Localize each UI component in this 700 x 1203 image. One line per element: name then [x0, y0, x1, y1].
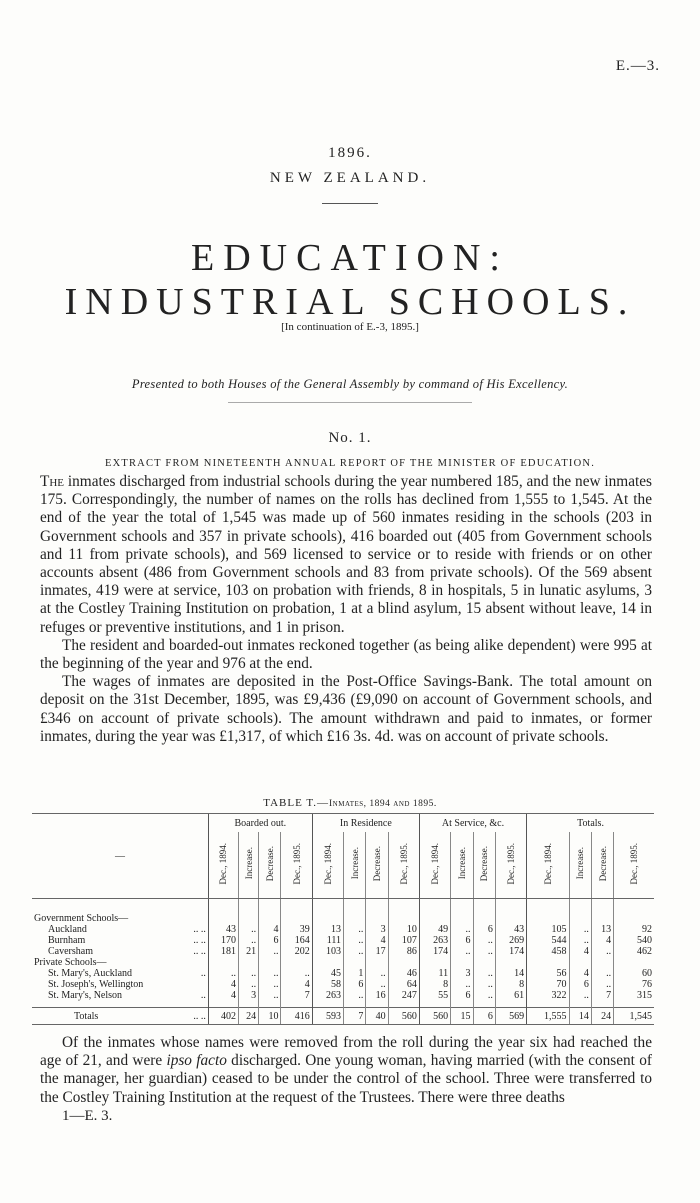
- table-cell: ..: [366, 979, 388, 990]
- report-body: [40, 473, 652, 746]
- table-column-header: [495, 832, 526, 899]
- column-header-label: Dec., 1895.: [398, 842, 409, 885]
- table-cell: 315: [614, 990, 654, 1001]
- table-cell: 17: [366, 946, 388, 957]
- main-title-line2: INDUSTRIAL SCHOOLS.: [64, 281, 636, 323]
- table-cell: 8: [419, 979, 450, 990]
- table-cell: ..: [259, 990, 281, 1001]
- table-cell: ..: [344, 946, 366, 957]
- table-column-header: [259, 832, 281, 899]
- table-cell: 1,555: [527, 1008, 569, 1025]
- spacer-cell: [614, 899, 654, 914]
- table-cell: 6: [259, 935, 281, 946]
- table-cell: [388, 913, 419, 924]
- table-cell: ..: [473, 990, 495, 1001]
- row-label: [32, 968, 208, 979]
- table-cell: 1,545: [614, 1008, 654, 1025]
- table-column-header: [473, 832, 495, 899]
- table-cell: [569, 957, 591, 968]
- table-cell: [281, 913, 312, 924]
- inmates-table: [32, 813, 654, 1025]
- table-cell: ..: [344, 935, 366, 946]
- spacer-cell: [419, 899, 450, 914]
- report-year: 1896.: [328, 145, 372, 161]
- spacer-cell: [281, 899, 312, 914]
- leader-dots: .. ..: [193, 946, 206, 957]
- table-cell: [451, 913, 473, 924]
- table-cell: [527, 957, 569, 968]
- row-label-text: St. Joseph's, Wellington: [48, 979, 144, 990]
- table-cell: [569, 913, 591, 924]
- column-header-label: Dec., 1895.: [629, 842, 640, 885]
- table-cell: 4: [366, 935, 388, 946]
- table-cell: [591, 913, 613, 924]
- table-cell: 6: [451, 990, 473, 1001]
- spacer-cell: [591, 899, 613, 914]
- table-cell: 263: [312, 990, 343, 1001]
- table-cell: 46: [388, 968, 419, 979]
- table-column-header: [614, 832, 654, 899]
- table-cell: 462: [614, 946, 654, 957]
- leader-dots: .. ..: [193, 924, 206, 935]
- column-header-label: Decrease.: [597, 845, 608, 882]
- spacer-cell: [344, 899, 366, 914]
- table-cell: ..: [239, 979, 259, 990]
- table-cell: [208, 913, 238, 924]
- country-name: NEW ZEALAND.: [269, 170, 431, 186]
- column-header-label: Decrease.: [372, 845, 382, 882]
- table-cell: [591, 957, 613, 968]
- column-header-label: Increase.: [243, 847, 254, 880]
- spacer-cell: [569, 899, 591, 914]
- table-cell: ..: [281, 968, 312, 979]
- table-cell: 111: [312, 935, 343, 946]
- table-cell: 49: [419, 924, 450, 935]
- row-label: [32, 1008, 208, 1025]
- table-cell: [208, 957, 238, 968]
- table-cell: 76: [614, 979, 654, 990]
- table-cell: ..: [239, 924, 259, 935]
- table-cell: ..: [473, 968, 495, 979]
- table-cell: 3: [239, 990, 259, 1001]
- table-cell: [239, 913, 259, 924]
- table-title: [0, 797, 700, 809]
- table-cell: 21: [239, 946, 259, 957]
- table-cell: 544: [527, 935, 569, 946]
- table-cell: 15: [451, 1008, 473, 1025]
- table-cell: 107: [388, 935, 419, 946]
- table-title-text: Inmates, 1894 and 1895.: [329, 799, 437, 809]
- table-cell: 202: [281, 946, 312, 957]
- table-cell: 105: [527, 924, 569, 935]
- table-cell: ..: [259, 979, 281, 990]
- column-header-label: Increase.: [349, 847, 360, 880]
- table-cell: [614, 957, 654, 968]
- table-section-heading: [32, 913, 654, 924]
- table-cell: ..: [208, 968, 238, 979]
- table-column-header: [312, 832, 343, 899]
- column-header-label: Increase.: [456, 847, 467, 880]
- spacer-cell: [208, 899, 238, 914]
- spacer-cell: [473, 899, 495, 914]
- table-cell: 4: [208, 979, 238, 990]
- spacer-cell: [451, 899, 473, 914]
- title-divider: [322, 203, 378, 204]
- table-spacer: [32, 899, 654, 914]
- table-cell: 174: [495, 946, 526, 957]
- leader-dots: .. ..: [193, 935, 206, 946]
- table-cell: [259, 957, 281, 968]
- table-section-heading: [32, 957, 654, 968]
- table-cell: ..: [473, 979, 495, 990]
- table-column-header: [388, 832, 419, 899]
- table-column-header: [451, 832, 473, 899]
- table-cell: [495, 913, 526, 924]
- table-cell: [259, 913, 281, 924]
- table-column-header: [527, 832, 569, 899]
- table-cell: 43: [495, 924, 526, 935]
- table-cell: 45: [312, 968, 343, 979]
- spacer-cell: [259, 899, 281, 914]
- table-cell: 164: [281, 935, 312, 946]
- table-cell: 269: [495, 935, 526, 946]
- table-cell: 593: [312, 1008, 343, 1025]
- table-cell: 7: [591, 990, 613, 1001]
- table-cell: 4: [569, 946, 591, 957]
- table-row: [32, 935, 654, 946]
- leader-dots: ..: [200, 968, 206, 979]
- paragraph-1: [40, 473, 652, 637]
- table-cell: ..: [366, 968, 388, 979]
- table-cell: 39: [281, 924, 312, 935]
- table-cell: [239, 957, 259, 968]
- table-group-header: Boarded out.: [208, 814, 312, 833]
- table-cell: [451, 957, 473, 968]
- table-totals-row: [32, 1008, 654, 1025]
- table-cell: 416: [281, 1008, 312, 1025]
- table-cell: [473, 913, 495, 924]
- table-column-header: [239, 832, 259, 899]
- table-cell: 3: [451, 968, 473, 979]
- table-cell: 4: [281, 979, 312, 990]
- table-cell: ..: [591, 946, 613, 957]
- column-header-label: Decrease.: [479, 845, 490, 882]
- table-cell: ..: [344, 990, 366, 1001]
- table-cell: 103: [312, 946, 343, 957]
- paragraph-lead: The: [40, 473, 65, 490]
- row-label-text: Burnham: [48, 935, 86, 946]
- table-cell: ..: [239, 968, 259, 979]
- table-column-header: [366, 832, 388, 899]
- table-cell: ..: [259, 968, 281, 979]
- table-cell: 24: [591, 1008, 613, 1025]
- spacer-cell: [495, 899, 526, 914]
- table-cell: 181: [208, 946, 238, 957]
- table-cell: [312, 913, 343, 924]
- row-label: Government Schools—: [34, 913, 129, 924]
- table-cell: [344, 957, 366, 968]
- table-cell: [388, 957, 419, 968]
- table-cell: [312, 957, 343, 968]
- table-cell: 10: [388, 924, 419, 935]
- row-label: [32, 935, 208, 946]
- table-cell: [527, 913, 569, 924]
- table-cell: 6: [344, 979, 366, 990]
- table-cell: [366, 913, 388, 924]
- table-cell: 56: [527, 968, 569, 979]
- section-heading: EXTRACT FROM NINETEENTH ANNUAL REPORT OF THE MINISTER OF EDUCATION.: [104, 458, 596, 469]
- table-cell: 61: [495, 990, 526, 1001]
- row-label-text: St. Mary's, Auckland: [48, 968, 133, 979]
- row-label-text: Auckland: [48, 924, 87, 935]
- table-cell: 1: [344, 968, 366, 979]
- table-cell: 4: [591, 935, 613, 946]
- table-cell: ..: [451, 946, 473, 957]
- spacer-cell: [239, 899, 259, 914]
- row-label: Private Schools—: [34, 957, 107, 968]
- table-cell: 14: [495, 968, 526, 979]
- presented-line: Presented to both Houses of the General Assembly by command of His Excellency.: [131, 377, 569, 391]
- row-label-text: Totals: [74, 1010, 99, 1022]
- table-cell: [473, 957, 495, 968]
- spacer-cell: [366, 899, 388, 914]
- table-column-header: [208, 832, 238, 899]
- table-cell: 10: [259, 1008, 281, 1025]
- table-cell: ..: [591, 968, 613, 979]
- table-cell: [419, 913, 450, 924]
- table-row: [32, 979, 654, 990]
- table-cell: 174: [419, 946, 450, 957]
- table-cell: ..: [259, 946, 281, 957]
- spacer-cell: [388, 899, 419, 914]
- table-cell: ..: [473, 935, 495, 946]
- row-label: [32, 924, 208, 935]
- table-column-header: [281, 832, 312, 899]
- table-cell: 560: [419, 1008, 450, 1025]
- table-cell: [495, 957, 526, 968]
- table-cell: 60: [614, 968, 654, 979]
- spacer-cell: [312, 899, 343, 914]
- table-cell: 4: [259, 924, 281, 935]
- table-cell: 560: [388, 1008, 419, 1025]
- column-header-label: Dec., 1894.: [218, 842, 229, 885]
- table-cell: 16: [366, 990, 388, 1001]
- table-cell: 13: [591, 924, 613, 935]
- row-label: [32, 946, 208, 957]
- table-cell: ..: [591, 979, 613, 990]
- table-cell: 92: [614, 924, 654, 935]
- table-stub-header: —: [32, 814, 208, 899]
- leader-dots: ..: [200, 990, 206, 1001]
- row-label: [32, 979, 208, 990]
- italic-phrase: ipso facto: [166, 1052, 227, 1070]
- column-header-label: Dec., 1894.: [322, 842, 333, 885]
- table-group-header-row: [32, 814, 654, 833]
- table-cell: 64: [388, 979, 419, 990]
- table-cell: 6: [473, 1008, 495, 1025]
- table-cell: 43: [208, 924, 238, 935]
- table-cell: 11: [419, 968, 450, 979]
- table-cell: 6: [451, 935, 473, 946]
- table-column-header: [591, 832, 613, 899]
- table-column-header: [569, 832, 591, 899]
- footer-signature: 1—E. 3.: [62, 1108, 113, 1124]
- closing-paragraph: [40, 1034, 652, 1107]
- row-label-text: Caversham: [48, 946, 93, 957]
- spacer-cell: [32, 899, 208, 914]
- table-cell: 13: [312, 924, 343, 935]
- table-cell: 263: [419, 935, 450, 946]
- table-group-header: Totals.: [527, 814, 654, 833]
- column-header-label: Dec., 1894.: [542, 842, 553, 885]
- tail-text: Of the inmates whose names were removed from the roll during the year six had reached the age of 21, and were ipso facto discharged. One young woman, having married (with the consent of the manager, her guardian) ceased to be under the control of the school. Three were transferred to the Costley Training Institution at the request of the Trustees. There were three deaths: [40, 1034, 652, 1106]
- column-header-label: Dec., 1894.: [430, 842, 441, 885]
- main-title-line1: EDUCATION:: [191, 237, 509, 279]
- table-cell: ..: [451, 924, 473, 935]
- table-title-prefix: TABLE T.—: [263, 797, 330, 809]
- table-column-header: [419, 832, 450, 899]
- column-header-label: Dec., 1895.: [291, 842, 302, 885]
- table-cell: 3: [366, 924, 388, 935]
- table-cell: 24: [239, 1008, 259, 1025]
- table-cell: 7: [281, 990, 312, 1001]
- section-divider: [228, 402, 472, 403]
- table-column-header: [344, 832, 366, 899]
- column-header-label: Decrease.: [264, 845, 275, 882]
- table-cell: [344, 913, 366, 924]
- table-cell: 540: [614, 935, 654, 946]
- row-label: [32, 990, 208, 1001]
- table-cell: ..: [344, 924, 366, 935]
- table-cell: [281, 957, 312, 968]
- table-cell: ..: [569, 935, 591, 946]
- paragraph-text: inmates discharged from industrial schools during the year numbered 185, and the new inmates 175. Correspondingly, the number of names on the rolls has declined from 1,555 to 1,545. At the end of the year the total of 1,545 was made up of 560 inmates residing in the schools (203 in Government schools and 357 in private schools), 416 boarded out (405 from Government schools and 11 from private schools), and 569 licensed to service or to reside with friends or on other accounts absent (486 from Government schools and 83 from private schools). Of the 569 absent inmates, 419 were at service, 103 on probation with friends, 8 in hospitals, 5 in lunatic asylums, 3 at the Costley Training Institution on probation, 1 at a blind asylum, 15 absent without leave, 14 in refuges or preventive institutions, and 1 in prison.: [40, 473, 652, 636]
- table-cell: ..: [239, 935, 259, 946]
- table-cell: 6: [473, 924, 495, 935]
- table-cell: ..: [569, 924, 591, 935]
- table-cell: 86: [388, 946, 419, 957]
- table-group-header: At Service, &c.: [419, 814, 526, 833]
- table-cell: 4: [208, 990, 238, 1001]
- table-cell: 8: [495, 979, 526, 990]
- table-row: [32, 968, 654, 979]
- table-cell: 402: [208, 1008, 238, 1025]
- table-cell: [366, 957, 388, 968]
- table-cell: 6: [569, 979, 591, 990]
- table-cell: 40: [366, 1008, 388, 1025]
- table-cell: 322: [527, 990, 569, 1001]
- section-number: No. 1.: [328, 430, 372, 446]
- table-cell: 58: [312, 979, 343, 990]
- table-cell: ..: [451, 979, 473, 990]
- table-cell: [419, 957, 450, 968]
- table-cell: 7: [344, 1008, 366, 1025]
- paragraph-2: The resident and boarded-out inmates reckoned together (as being alike dependent) were 995 at the beginning of the year and 976 at the end.: [40, 636, 652, 673]
- table-cell: 55: [419, 990, 450, 1001]
- leader-dots: .. ..: [193, 1010, 206, 1022]
- paragraph-3: The wages of inmates are deposited in the Post-Office Savings-Bank. The total amount on deposit on the 31st December, 1895, was £9,436 (£9,090 on account of Government schools, and £346 on account of private schools). The amount withdrawn and paid to inmates, or former inmates, during the year was £1,317, of which £16 3s. 4d. was on account of private schools.: [40, 673, 652, 745]
- spacer-cell: [527, 899, 569, 914]
- table-cell: ..: [569, 990, 591, 1001]
- table-cell: 70: [527, 979, 569, 990]
- page-reference: E.—3.: [615, 58, 660, 74]
- table-cell: 4: [569, 968, 591, 979]
- continuation-note: [In continuation of E.-3, 1895.]: [281, 321, 419, 333]
- table-cell: 170: [208, 935, 238, 946]
- row-label-text: St. Mary's, Nelson: [48, 990, 123, 1001]
- table-cell: 14: [569, 1008, 591, 1025]
- column-header-label: Increase.: [575, 847, 586, 880]
- table-cell: 569: [495, 1008, 526, 1025]
- table-group-header: In Residence: [312, 814, 419, 833]
- table-row: [32, 990, 654, 1001]
- table-cell: ..: [473, 946, 495, 957]
- table-cell: [614, 913, 654, 924]
- table-row: [32, 946, 654, 957]
- table-row: [32, 924, 654, 935]
- table-cell: 458: [527, 946, 569, 957]
- column-header-label: Dec., 1895.: [505, 842, 516, 885]
- table-cell: 247: [388, 990, 419, 1001]
